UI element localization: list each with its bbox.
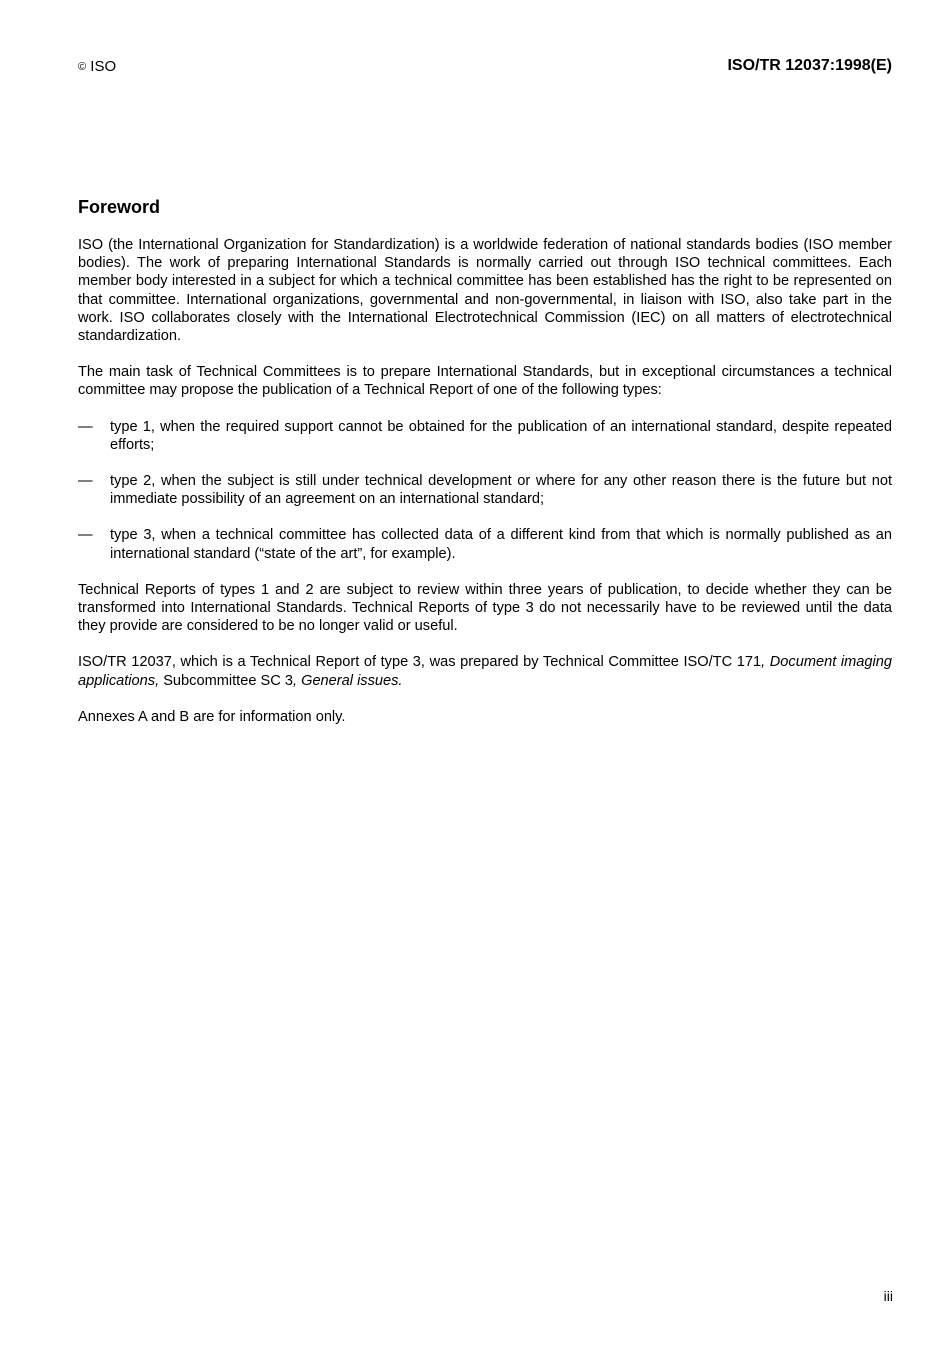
document-id: ISO/TR 12037:1998(E) (727, 57, 892, 74)
subcommittee-title: , General issues. (292, 672, 403, 689)
list-item-text: type 1, when the required support cannot be obtained for the publication of an international standard, despite repeated efforts; (110, 418, 892, 453)
list-item-type-3 (78, 526, 892, 562)
list-dash: — (78, 473, 93, 490)
header-org: ISO (90, 58, 117, 75)
header-copyright (78, 58, 116, 76)
section-title: Foreword (78, 197, 161, 217)
preparation-text-1: ISO/TR 12037, which is a Technical Report of type 3, was prepared by Technical Committee ISO/TC 171 (78, 654, 762, 671)
preparation-text-2: Subcommittee SC 3 (159, 672, 293, 689)
paragraph-annexes: Annexes A and B are for information only. (78, 708, 346, 725)
list-dash: — (78, 527, 93, 544)
foreword-section (78, 196, 892, 744)
list-item-type-2 (78, 472, 892, 508)
list-item-type-1 (78, 418, 892, 454)
list-dash: — (78, 418, 93, 435)
list-item-text: type 3, when a technical committee has collected data of a different kind from that which is normally published as an international standard (“state of the art”, for example). (110, 527, 892, 562)
paragraph-iso-intro: ISO (the International Organization for Standardization) is a worldwide federation of national standards bodies (ISO member bodies). The work of preparing International Standards is normally carried out through ISO technical committees. Each member body interested in a subject for which a technical committee has been established has the right to be represented on that committee. International organizations, governmental and non-governmental, in liaison with ISO, also take part in the work. ISO collaborates closely with the International Electrotechnical Commission (IEC) on all matters of electrotechnical standardization. (78, 237, 892, 345)
committee-title: , Document imaging applications, (78, 654, 892, 689)
page-number: iii (883, 1288, 893, 1304)
paragraph-preparation (78, 653, 892, 689)
list-item-text: type 2, when the subject is still under technical development or where for any other reason there is the future but not immediate possibility of an agreement on an international standard; (110, 473, 892, 508)
copyright-symbol: © (78, 61, 87, 73)
paragraph-main-task: The main task of Technical Committees is to prepare International Standards, but in exceptional circumstances a technical committee may propose the publication of a Technical Report of one of the following types: (78, 364, 892, 399)
paragraph-review: Technical Reports of types 1 and 2 are subject to review within three years of publication, to decide whether they can be transformed into International Standards. Technical Reports of type 3 do not necessarily have to be reviewed until the data they provide are considered to be no longer valid or useful. (78, 581, 892, 635)
